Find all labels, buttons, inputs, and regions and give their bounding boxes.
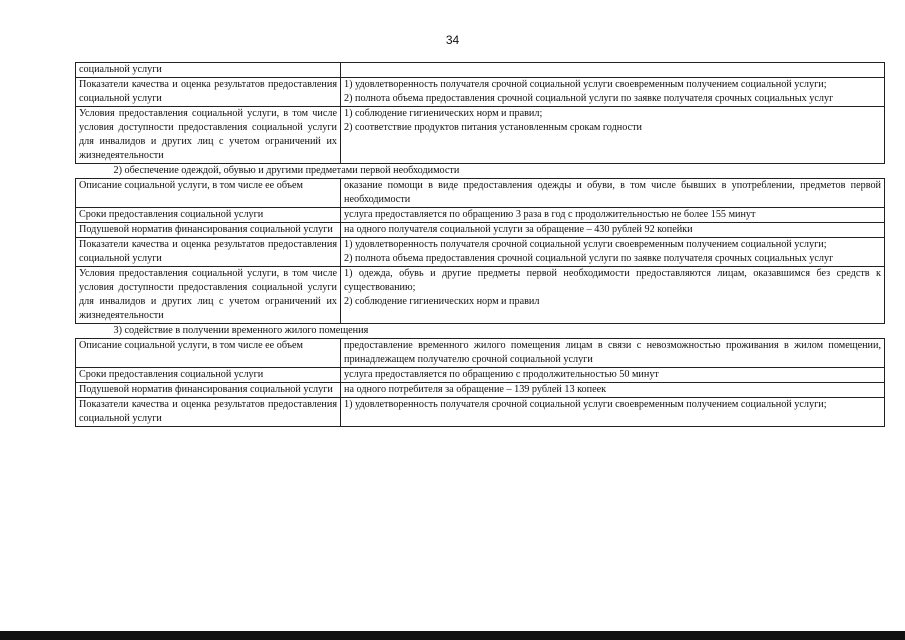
row-value-cell bbox=[341, 398, 885, 427]
row-value-text: на одного потребителя за обращение – 139 рублей 13 копеек bbox=[344, 384, 607, 395]
row-label-cell bbox=[76, 208, 341, 223]
row-label-text: Показатели качества и оценка результатов предоставления социальной услуги bbox=[79, 79, 337, 104]
row-label-text: Показатели качества и оценка результатов предоставления социальной услуги bbox=[79, 239, 337, 264]
row-label-cell bbox=[76, 63, 341, 78]
row-label-text: Сроки предоставления социальной услуги bbox=[79, 209, 264, 220]
table-row bbox=[76, 107, 885, 164]
row-label-cell bbox=[76, 78, 341, 107]
row-label-text: Сроки предоставления социальной услуги bbox=[79, 369, 264, 380]
row-value-cell bbox=[341, 368, 885, 383]
row-label-cell bbox=[76, 238, 341, 267]
row-value-cell bbox=[341, 223, 885, 238]
row-value-text: предоставление временного жилого помещения лицам в связи с невозможностью проживания в жилом помещении, принадлежащем получателю срочной социальной услуги bbox=[344, 340, 881, 365]
row-label-cell bbox=[76, 398, 341, 427]
row-value-cell bbox=[341, 78, 885, 107]
page-number: 34 bbox=[445, 33, 460, 47]
row-label-cell bbox=[76, 368, 341, 383]
row-value-text: 1) одежда, обувь и другие предметы первой необходимости предоставляются лицам, оказавшимся без средств к существованию; bbox=[344, 268, 881, 293]
row-label-text: Условия предоставления социальной услуги, в том числе условия доступности предоставления социальной услуги для инвалидов и других лиц с учетом ограничений их жизнедеятельности bbox=[79, 268, 337, 321]
row-value-text: 2) полнота объема предоставления срочной социальной услуги по заявке получателя срочных социальных услуг bbox=[344, 93, 834, 104]
table-row bbox=[76, 78, 885, 107]
row-value-text: 1) соблюдение гигиенических норм и правил; bbox=[344, 108, 543, 119]
row-value-cell bbox=[341, 179, 885, 208]
row-value-cell bbox=[341, 383, 885, 398]
section-heading-row bbox=[76, 164, 885, 179]
row-label-text: Подушевой норматив финансирования социальной услуги bbox=[79, 384, 333, 395]
scan-edge-band bbox=[0, 631, 905, 640]
row-value-cell bbox=[341, 267, 885, 324]
table-row bbox=[76, 339, 885, 368]
row-value-text: 2) соблюдение гигиенических норм и правил bbox=[344, 296, 540, 307]
row-label-text: Описание социальной услуги, в том числе ее объем bbox=[79, 180, 303, 191]
row-value-text: 1) удовлетворенность получателя срочной социальной услуги своевременным получением социальной услуги; bbox=[344, 399, 827, 410]
row-value-text: на одного получателя социальной услуги за обращение – 430 рублей 92 копейки bbox=[344, 224, 693, 235]
row-value-text: 2) соответствие продуктов питания установленным срокам годности bbox=[344, 122, 642, 133]
services-table-container bbox=[75, 62, 885, 427]
row-label-cell bbox=[76, 267, 341, 324]
services-table-body bbox=[76, 63, 885, 427]
table-row bbox=[76, 179, 885, 208]
row-label-cell bbox=[76, 179, 341, 208]
row-label-cell bbox=[76, 223, 341, 238]
section-heading: 2) обеспечение одеждой, обувью и другими предметами первой необходимости bbox=[76, 164, 885, 179]
table-row bbox=[76, 63, 885, 78]
row-value-text: 2) полнота объема предоставления срочной социальной услуги по заявке получателя срочных социальных услуг bbox=[344, 253, 834, 264]
row-label-text: Описание социальной услуги, в том числе ее объем bbox=[79, 340, 303, 351]
table-row bbox=[76, 398, 885, 427]
row-value-cell bbox=[341, 63, 885, 78]
row-label-cell bbox=[76, 383, 341, 398]
row-label-cell bbox=[76, 339, 341, 368]
table-row bbox=[76, 223, 885, 238]
row-value-cell bbox=[341, 208, 885, 223]
section-heading-row bbox=[76, 324, 885, 339]
table-row bbox=[76, 267, 885, 324]
row-label-cell bbox=[76, 107, 341, 164]
row-label-text: Подушевой норматив финансирования социальной услуги bbox=[79, 224, 333, 235]
row-value-text: услуга предоставляется по обращению 3 раза в год с продолжительностью не более 155 минут bbox=[344, 209, 756, 220]
row-value-text: 1) удовлетворенность получателя срочной социальной услуги своевременным получением социальной услуги; bbox=[344, 79, 827, 90]
row-value-cell bbox=[341, 238, 885, 267]
row-value-text: услуга предоставляется по обращению с продолжительностью 50 минут bbox=[344, 369, 659, 380]
row-value-text: 1) удовлетворенность получателя срочной социальной услуги своевременным получением социальной услуги; bbox=[344, 239, 827, 250]
services-table bbox=[75, 62, 885, 427]
row-label-text: Условия предоставления социальной услуги, в том числе условия доступности предоставления социальной услуги для инвалидов и других лиц с учетом ограничений их жизнедеятельности bbox=[79, 108, 337, 161]
row-value-cell bbox=[341, 107, 885, 164]
row-label-text: социальной услуги bbox=[79, 64, 162, 75]
section-heading: 3) содействие в получении временного жилого помещения bbox=[76, 324, 885, 339]
table-row bbox=[76, 238, 885, 267]
table-row bbox=[76, 368, 885, 383]
row-value-text: оказание помощи в виде предоставления одежды и обуви, в том числе бывших в употреблении, предметов первой необходимости bbox=[344, 180, 881, 205]
table-row bbox=[76, 383, 885, 398]
row-label-text: Показатели качества и оценка результатов предоставления социальной услуги bbox=[79, 399, 337, 424]
row-value-cell bbox=[341, 339, 885, 368]
table-row bbox=[76, 208, 885, 223]
